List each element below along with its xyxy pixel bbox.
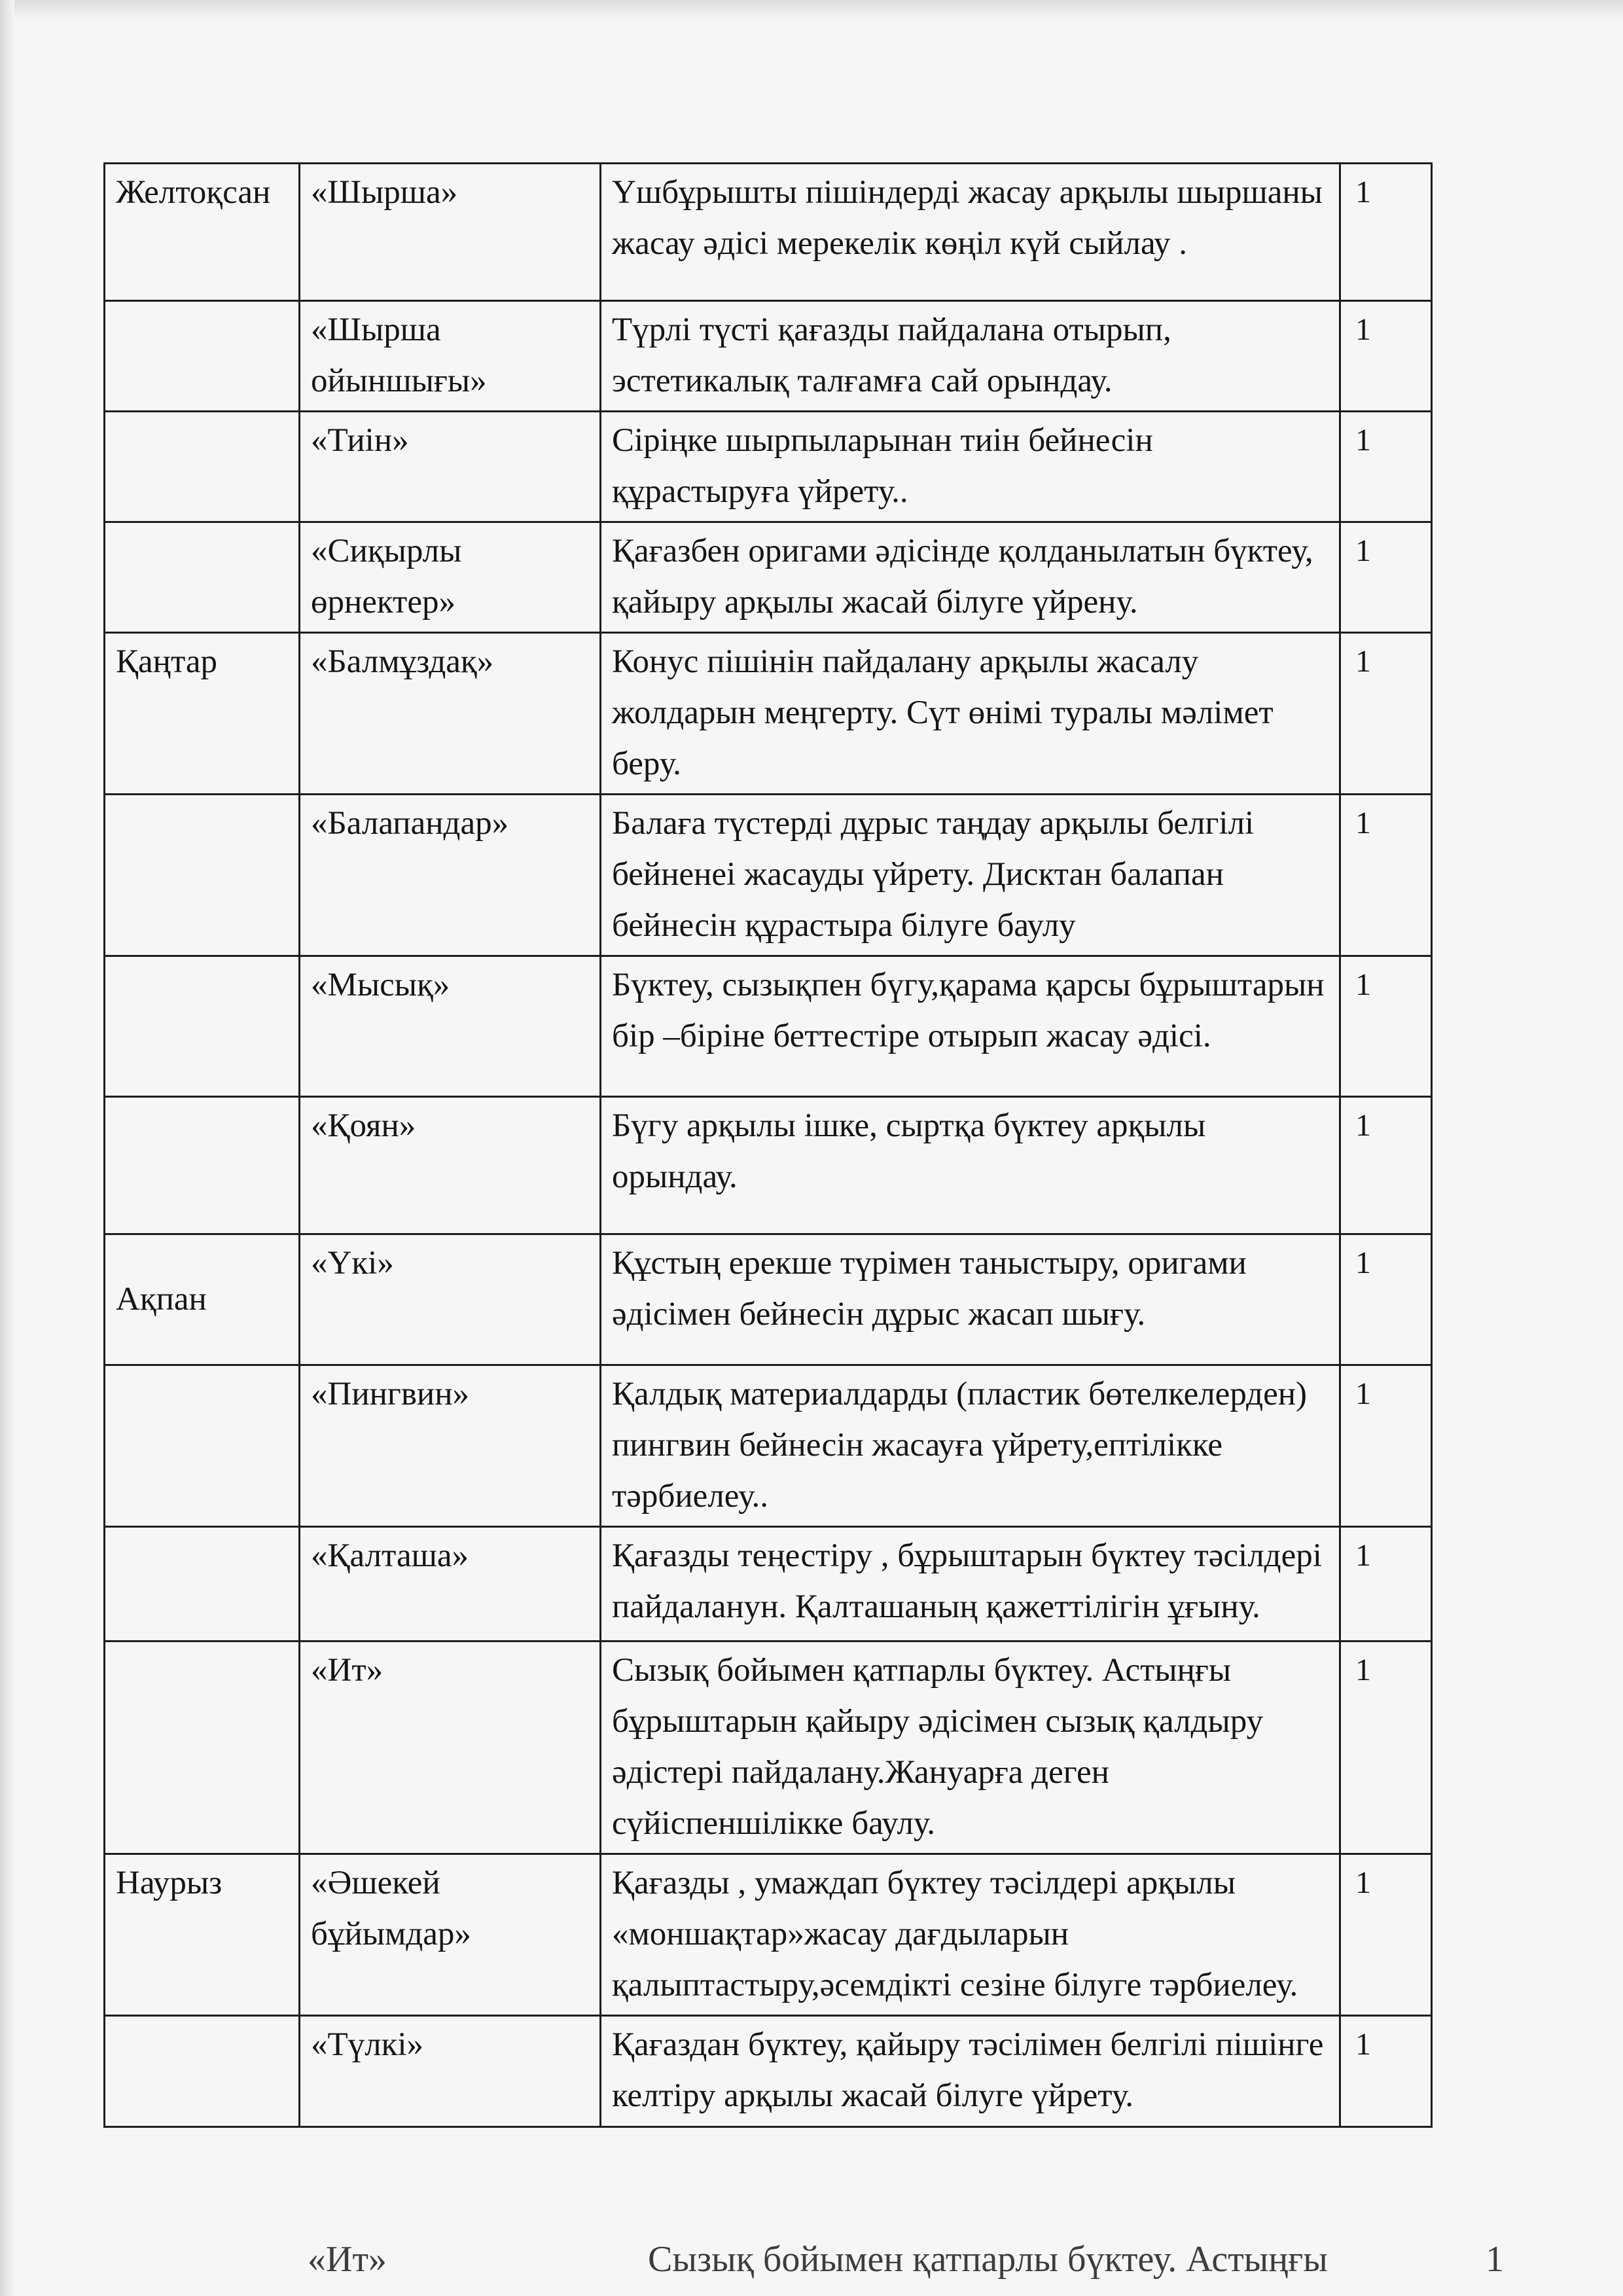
month-cell-empty <box>105 1097 300 1234</box>
description-cell: Қағазды , умаждап бүктеу тәсілдері арқылы «моншақтар»жасау дағдыларын қалыптастыру,әсемдікті сезіне білуге тәрбиелеу. <box>601 1854 1340 2016</box>
description-cell: Балаға түстерді дұрыс таңдау арқылы белгілі бейненеі жасауды үйрету. Дисктан балапан бейнесін құрастыра білуге баулу <box>601 795 1340 956</box>
topic-cell: «Балмұздақ» <box>300 633 601 795</box>
description-cell: Сіріңке шырпыларынан тиін бейнесін құрастыруға үйрету.. <box>601 412 1340 522</box>
hours-cell: 1 <box>1340 956 1432 1097</box>
description-cell: Қағазбен оригами әдісінде қолданылатын бүктеу, қайыру арқылы жасай білуге үйрену. <box>601 522 1340 633</box>
month-cell-empty <box>105 1365 300 1527</box>
topic-cell: «Сиқырлы өрнектер» <box>300 522 601 633</box>
table-row <box>105 633 1432 795</box>
hours-cell: 1 <box>1340 522 1432 633</box>
table-row <box>105 1527 1432 1641</box>
hours-cell: 1 <box>1340 412 1432 522</box>
hours-cell: 1 <box>1340 301 1432 412</box>
table-row <box>105 1234 1432 1365</box>
topic-cell: «Тиін» <box>300 412 601 522</box>
table-row <box>105 1365 1432 1527</box>
description-cell: Қалдық материалдарды (пластик бөтелкелерден) пингвин бейнесін жасауға үйрету,ептілікке тәрбиелеу.. <box>601 1365 1340 1527</box>
hours-cell: 1 <box>1340 795 1432 956</box>
description-cell: Қағазды теңестіру , бұрыштарын бүктеу тәсілдері пайдаланун. Қалташаның қажеттілігін ұғыну. <box>601 1527 1340 1641</box>
scan-edge-top <box>0 0 1623 20</box>
table-row <box>105 412 1432 522</box>
topic-cell: «Әшекей бұйымдар» <box>300 1854 601 2016</box>
topic-cell: «Шырша» <box>300 164 601 301</box>
description-cell: Бүктеу, сызықпен бүгу,қарама қарсы бұрыштарын бір –біріне беттестіре отырып жасау әдісі. <box>601 956 1340 1097</box>
table-body <box>105 164 1432 2127</box>
description-cell: Бүгу арқылы ішке, сыртқа бүктеу арқылы орындау. <box>601 1097 1340 1234</box>
description-cell: Конус пішінін пайдалану арқылы жасалу жолдарын меңгерту. Сүт өнімі туралы мәлімет беру. <box>601 633 1340 795</box>
bleed-hours: 1 <box>1486 2239 1504 2280</box>
hours-cell: 1 <box>1340 1527 1432 1641</box>
topic-cell: «Қалташа» <box>300 1527 601 1641</box>
month-cell: Ақпан <box>105 1234 300 1365</box>
month-cell-empty <box>105 956 300 1097</box>
hours-cell: 1 <box>1340 1365 1432 1527</box>
month-cell-empty <box>105 1527 300 1641</box>
description-cell: Түрлі түсті қағазды пайдалана отырып, эстетикалық талғамға сай орындау. <box>601 301 1340 412</box>
month-cell-empty <box>105 2016 300 2127</box>
description-cell: Құстың ерекше түрімен таныстыру, оригами әдісімен бейнесін дұрыс жасап шығу. <box>601 1234 1340 1365</box>
table-row <box>105 164 1432 301</box>
table-row <box>105 795 1432 956</box>
next-page-bleed-through <box>72 2238 1577 2284</box>
month-cell-empty <box>105 412 300 522</box>
topic-cell: «Қоян» <box>300 1097 601 1234</box>
topic-cell: «Ит» <box>300 1641 601 1854</box>
month-cell-empty <box>105 301 300 412</box>
hours-cell: 1 <box>1340 1097 1432 1234</box>
table-row <box>105 956 1432 1097</box>
bleed-topic: «Ит» <box>308 2239 387 2280</box>
month-cell-empty <box>105 795 300 956</box>
month-cell: Наурыз <box>105 1854 300 2016</box>
hours-cell: 1 <box>1340 633 1432 795</box>
month-cell: Желтоқсан <box>105 164 300 301</box>
hours-cell: 1 <box>1340 1641 1432 1854</box>
description-cell: Үшбұрышты пішіндерді жасау арқылы шыршаны жасау әдісі мерекелік көңіл күй сыйлау . <box>601 164 1340 301</box>
hours-cell: 1 <box>1340 1234 1432 1365</box>
table-row <box>105 301 1432 412</box>
topic-cell: «Түлкі» <box>300 2016 601 2127</box>
hours-cell: 1 <box>1340 1854 1432 2016</box>
table-row <box>105 1097 1432 1234</box>
description-cell: Сызық бойымен қатпарлы бүктеу. Астыңғы бұрыштарын қайыру әдісімен сызық қалдыру әдістері пайдалану.Жануарға деген сүйіспеншілікке баулу. <box>601 1641 1340 1854</box>
scan-edge-left <box>0 0 14 2296</box>
topic-cell: «Мысық» <box>300 956 601 1097</box>
hours-cell: 1 <box>1340 164 1432 301</box>
description-cell: Қағаздан бүктеу, қайыру тәсілімен белгілі пішінге келтіру арқылы жасай білуге үйрету. <box>601 2016 1340 2127</box>
topic-cell: «Пингвин» <box>300 1365 601 1527</box>
table-row <box>105 522 1432 633</box>
table-row <box>105 2016 1432 2127</box>
month-cell: Қаңтар <box>105 633 300 795</box>
table-row <box>105 1641 1432 1854</box>
month-cell-empty <box>105 1641 300 1854</box>
month-cell-empty <box>105 522 300 633</box>
topic-cell: «Үкі» <box>300 1234 601 1365</box>
table-row <box>105 1854 1432 2016</box>
topic-cell: «Балапандар» <box>300 795 601 956</box>
hours-cell: 1 <box>1340 2016 1432 2127</box>
lesson-plan-table <box>103 162 1433 2128</box>
topic-cell: «Шырша ойыншығы» <box>300 301 601 412</box>
bleed-desc: Сызық бойымен қатпарлы бүктеу. Астыңғы <box>648 2239 1328 2280</box>
